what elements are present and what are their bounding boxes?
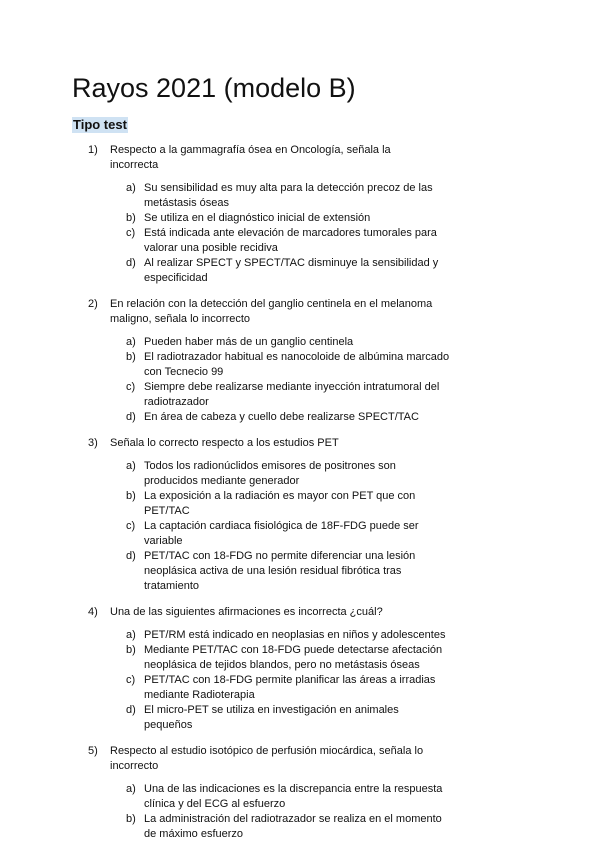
option-item (0, 673, 600, 703)
option-letter: b) (126, 644, 136, 656)
question-5 (0, 744, 600, 842)
option-letter: d) (126, 257, 136, 269)
option-text: Mediante PET/TAC con 18-FDG puede detectarse afectación neoplásica de tejidos blandos, pero no metástasis óseas (144, 644, 443, 671)
option-item (0, 812, 600, 842)
question-number: 4) (88, 606, 98, 618)
option-text: Siempre debe realizarse mediante inyección intratumoral del radiotrazador (144, 381, 440, 408)
option-text: Está indicada ante elevación de marcadores tumorales para valorar una posible recidiva (144, 227, 437, 254)
option-item (0, 459, 600, 489)
option-letter: a) (126, 460, 136, 472)
question-number: 5) (88, 745, 98, 757)
option-text: La administración del radiotrazador se realiza en el momento de máximo esfuerzo (144, 813, 442, 840)
question-text: En relación con la detección del ganglio centinela en el melanoma maligno, señala lo incorrecto (110, 298, 433, 325)
option-item (0, 549, 600, 594)
option-letter: d) (126, 550, 136, 562)
option-letter: a) (126, 336, 136, 348)
option-text: PET/RM está indicado en neoplasias en niños y adolescentes (144, 629, 446, 641)
option-item (0, 410, 600, 425)
option-letter: c) (126, 520, 136, 532)
option-letter: c) (126, 227, 136, 239)
option-list (0, 181, 600, 286)
option-text: PET/TAC con 18-FDG permite planificar las áreas a irradias mediante Radioterapia (144, 674, 436, 701)
option-item (0, 211, 600, 226)
option-list (0, 459, 600, 594)
option-text: El micro-PET se utiliza en investigación en animales pequeños (144, 704, 399, 731)
question-text: Una de las siguientes afirmaciones es incorrecta ¿cuál? (110, 606, 383, 618)
option-list (0, 628, 600, 733)
option-letter: b) (126, 212, 136, 224)
option-text: Su sensibilidad es muy alta para la detección precoz de las metástasis óseas (144, 182, 433, 209)
question-number: 3) (88, 437, 98, 449)
option-item (0, 519, 600, 549)
option-letter: b) (126, 351, 136, 363)
option-text: Todos los radionúclidos emisores de positrones son producidos mediante generador (144, 460, 396, 487)
option-letter: d) (126, 704, 136, 716)
question-text: Señala lo correcto respecto a los estudios PET (110, 437, 339, 449)
option-letter: c) (126, 674, 136, 686)
question-3 (0, 436, 600, 605)
option-text: La captación cardiaca fisiológica de 18F-FDG puede ser variable (144, 520, 419, 547)
question-1 (0, 143, 600, 297)
question-text: Respecto al estudio isotópico de perfusión miocárdica, señala lo incorrecto (110, 745, 424, 772)
option-text: Una de las indicaciones es la discrepancia entre la respuesta clínica y del ECG al esfuerzo (144, 783, 443, 810)
option-item (0, 256, 600, 286)
option-letter: d) (126, 411, 136, 423)
option-item (0, 226, 600, 256)
option-item (0, 628, 600, 643)
option-letter: b) (126, 490, 136, 502)
option-text: El radiotrazador habitual es nanocoloide de albúmina marcado con Tecnecio 99 (144, 351, 450, 378)
option-text: La exposición a la radiación es mayor con PET que con PET/TAC (144, 490, 416, 517)
option-letter: a) (126, 783, 136, 795)
section-heading: Tipo test (73, 117, 127, 132)
option-text: Al realizar SPECT y SPECT/TAC disminuye la sensibilidad y especificidad (144, 257, 439, 284)
question-2 (0, 297, 600, 436)
option-item (0, 489, 600, 519)
question-number: 1) (88, 144, 98, 156)
option-item (0, 181, 600, 211)
question-number: 2) (88, 298, 98, 310)
question-list (0, 143, 600, 842)
option-letter: c) (126, 381, 136, 393)
option-letter: a) (126, 629, 136, 641)
option-text: PET/TAC con 18-FDG no permite diferenciar una lesión neoplásica activa de una lesión residual fibrótica tras tratamiento (144, 550, 416, 592)
option-text: Pueden haber más de un ganglio centinela (144, 336, 354, 348)
option-item (0, 335, 600, 350)
option-text: En área de cabeza y cuello debe realizarse SPECT/TAC (144, 411, 419, 423)
option-item (0, 643, 600, 673)
option-item (0, 380, 600, 410)
option-list (0, 782, 600, 842)
option-letter: a) (126, 182, 136, 194)
option-item (0, 350, 600, 380)
question-text: Respecto a la gammagrafía ósea en Oncología, señala la incorrecta (110, 144, 391, 171)
question-4 (0, 605, 600, 744)
option-letter: b) (126, 813, 136, 825)
page-title: Rayos 2021 (modelo B) (72, 73, 356, 103)
option-item (0, 703, 600, 733)
option-list (0, 335, 600, 425)
option-text: Se utiliza en el diagnóstico inicial de extensión (144, 212, 371, 224)
option-item (0, 782, 600, 812)
